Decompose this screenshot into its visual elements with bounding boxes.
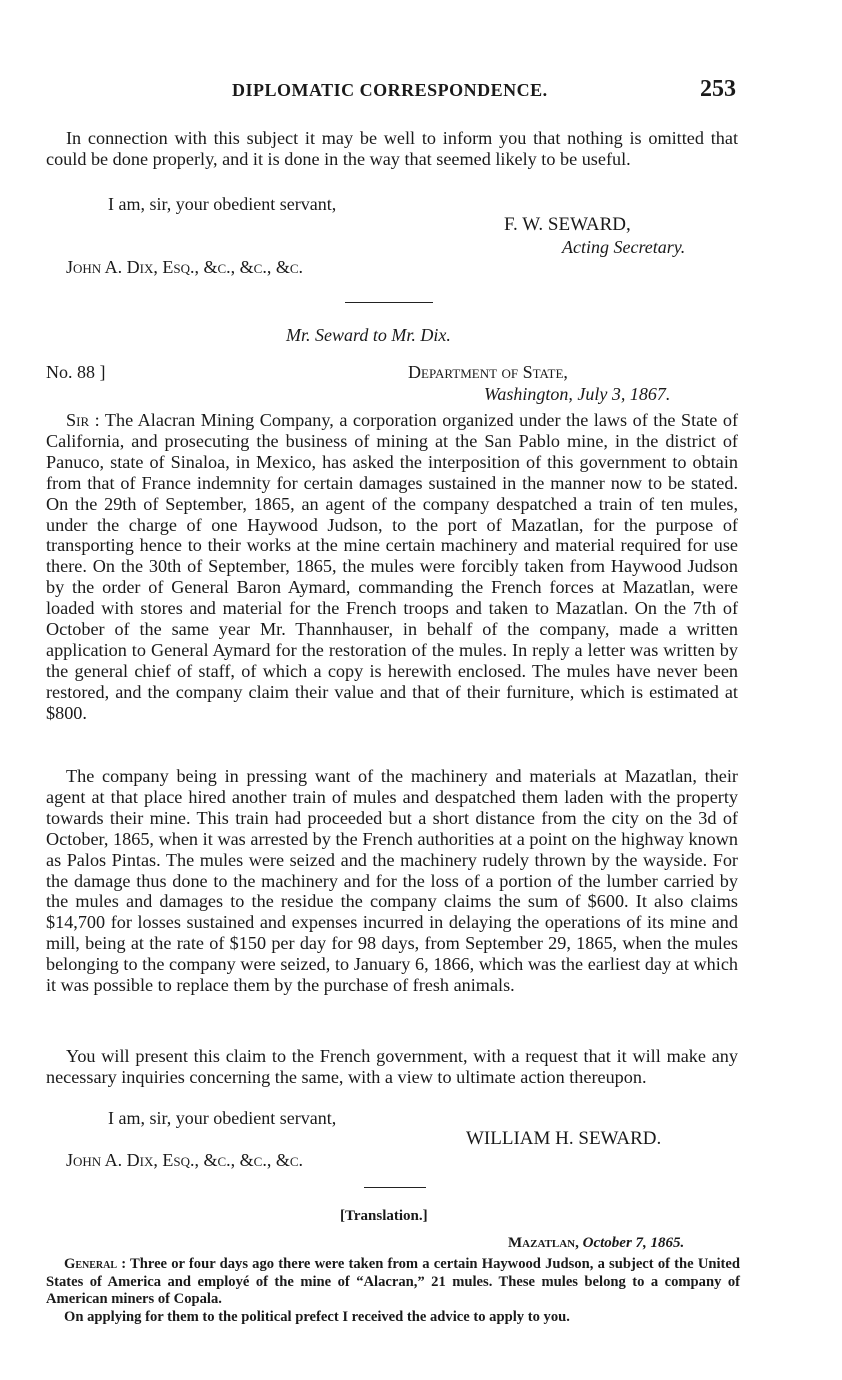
letter2-dispatch-number: No. 88 ] [46,362,106,382]
letter2-paragraph-3: You will present this claim to the French government, with a request that it will make any necessary inquiries concerning the same, with a view to ultimate action thereupon. [46,1046,738,1087]
letter2-heading: Mr. Seward to Mr. Dix. [286,325,451,345]
letter2-signer-name: WILLIAM H. SEWARD. [466,1128,662,1149]
letter1-addressee: John A. Dix, Esq., &c., &c., &c. [66,257,304,277]
translation-label: [Translation.] [340,1208,428,1224]
letter2-complimentary-close: I am, sir, your obedient servant, [108,1108,337,1128]
running-title: DIPLOMATIC CORRESPONDENCE. [232,80,548,100]
section-divider [345,302,433,303]
letter2-department: Department of State, [408,362,568,382]
translation-paragraph-1: General : Three or four days ago there were taken from a certain Haywood Judson, a subject of the United States of America and employé of the mine of “Alacran,” 21 mules. These mules belong to a company of American miners of Copala. [46,1256,740,1307]
translation-divider [364,1187,426,1188]
translation-place-date: Mazatlan, October 7, 1865. [508,1235,685,1251]
letter2-addressee: John A. Dix, Esq., &c., &c., &c. [66,1150,304,1170]
letter1-complimentary-close: I am, sir, your obedient servant, [108,194,337,214]
letter1-signer-title: Acting Secretary. [562,237,686,257]
letter2-paragraph-2: The company being in pressing want of the machinery and materials at Mazatlan, their agent at that place hired another train of mules and despatched them laden with the property towards their mine. This train had proceeded but a short distance from the city on the 3d of October, 1865, when it was arrested by the French authorities at a point on the highway known as Palos Pintas. The mules were seized and the machinery rudely thrown by the wayside. For the damage thus done to the machinery and for the loss of a portion of the lumber carried by the mules and damages to the residue the company claims the sum of $600. It also claims $14,700 for losses sustained and expenses incurred in delaying the operations of its mine and mill, being at the rate of $150 per day for 98 days, from September 29, 1865, when the mules belonging to the company were seized, to January 6, 1866, which was the earliest day at which it was possible to replace them by the purchase of fresh animals. [46,766,738,996]
salutation: Sir : [66,410,100,430]
letter1-closing-paragraph: In connection with this subject it may be well to inform you that nothing is omitted that could be done properly, and it is done in the way that seemed likely to be useful. [46,128,738,169]
page-number: 253 [700,76,736,102]
translation-paragraph-2: On applying for them to the political prefect I received the advice to apply to you. [64,1309,570,1325]
translation-salutation: General : [64,1256,127,1272]
letter1-signer-name: F. W. SEWARD, [504,214,631,235]
letter2-paragraph-1: Sir : The Alacran Mining Company, a corporation organized under the laws of the State of California, and prosecuting the business of mining at the San Pablo mine, in the district of Panuco, state of Sinaloa, in Mexico, has asked the interposition of this government to obtain from that of France indemnity for certain damages sustained in the manner now to be stated. On the 29th of September, 1865, an agent of the company despatched a train of ten mules, under the charge of one Haywood Judson, to the port of Mazatlan, for the purpose of transporting hence to their works at the mine certain machinery and material required for use there. On the 30th of September, 1865, the mules were forcibly taken from Haywood Judson by the order of General Baron Aymard, commanding the French forces at Mazatlan, were loaded with stores and material for the French troops and taken to Mazatlan. On the 7th of October of the same year Mr. Thannhauser, in behalf of the company, made a written application to General Aymard for the restoration of the mules. In reply a letter was written by the general chief of staff, of which a copy is herewith enclosed. The mules have never been restored, and the company claim their value and that of their furniture, which is estimated at $800. [46,410,739,723]
letter2-place-date: Washington, July 3, 1867. [484,384,671,404]
